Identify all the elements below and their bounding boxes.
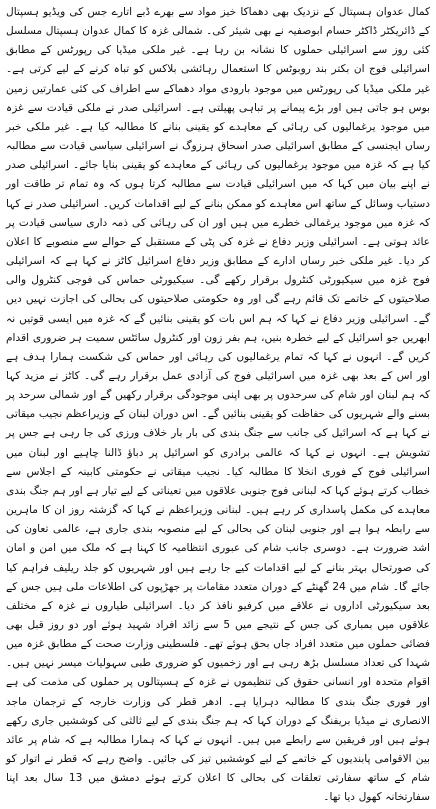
article-body: کمال عدوان ہسپتال کے نزدیک بھی دھماکا خیز مواد سے بھرے ڈبے اتارے جس کی ویڈیو ہسپتال کے ڈائریکٹر ڈاکٹر حسام ابوصفیہ نے بھی شیئر کی۔ شمالی غزہ کا کمال عدوان ہسپتال مسلسل کئی روز سے اسرائیلی حملوں کا نشانہ بن رہا ہے۔ غیر ملکی میڈیا کی رپورٹس کے مطابق اسرائیلی فوج ان بکتر بند روبوٹس کا استعمال رہائشی بلاکس کو تباہ کرنے کے لیے کرتی ہے۔ غیر ملکی میڈیا کی رپورٹس میں موجود بارودی مواد دھماکے سے اطراف کی کئی عمارتیں زمین بوس ہو جاتی ہیں اور بڑے پیمانے پر تباہی پھیلتی ہے۔ اسرائیلی صدر نے ملکی قیادت سے غزہ میں موجود یرغمالیوں کی رہائی کے معاہدے کو یقینی بنانے کا مطالبہ کیا ہے۔ غیر ملکی خبر رساں ایجنسی کے مطابق اسرائیلی صدر اسحاق ہرزوگ نے اسرائیلی سیاسی قیادت سے مطالبہ کیا ہے کہ غزہ میں موجود یرغمالیوں کی رہائی کے معاہدے کو یقینی بنایا جائے۔ اسرائیلی صدر نے اپنے بیان میں کہا کہ میں اسرائیلی قیادت سے مطالبہ کرتا ہوں کہ وہ تمام تر طاقت اور دستیاب وسائل کے ساتھ اس معاہدے کو ممکن بنانے کے لیے اقدامات کریں۔ اسرائیلی صدر نے کہا کہ غزہ میں موجود یرغمالی خطرے میں ہیں اور ان کی رہائی کی ذمہ داری سیاسی قیادت پر عائد ہوتی ہے۔ اسرائیلی وزیر دفاع نے غزہ کی پٹی کے مستقبل کے حوالے سے منصوبے کا اعلان کر دیا۔ غیر ملکی خبر رساں ادارے کے مطابق وزیر دفاع اسرائیل کاٹز نے کہا ہے کہ اسرائیلی فوج غزہ میں سیکیورٹی کنٹرول برقرار رکھے گی۔ سیکیورٹی حماس کی فوجی کنٹرول والی صلاحیتوں کے خاتمے تک قائم رہے گی اور وہ حکومتی صلاحیتوں کی بحالی کی اجازت نہیں دیں گے۔ اسرائیلی وزیر دفاع نے کہا کہ ہم اس بات کو یقینی بنائیں گے کہ غزہ میں ایسی قوتیں نہ ابھریں جو اسرائیل کے لیے خطرہ بنیں، ہم بفر زون اور کنٹرول سائٹس سمیت ہر ضروری اقدام کریں گے۔ انہوں نے کہا کہ تمام یرغمالیوں کی رہائی اور حماس کی شکست ہمارا ہدف ہے اور اس کے بعد بھی غزہ میں اسرائیلی فوج کی آزادی عمل برقرار رہے گی۔ کاٹز نے مزید کہا کہ ہم لبنان اور شام کی سرحدوں پر بھی اپنی موجودگی برقرار رکھیں گے اور شمالی سرحد پر بسنے والے شہریوں کی حفاظت کو یقینی بنائیں گے۔ اس دوران لبنان کے وزیراعظم نجیب میقاتی نے کہا ہے کہ اسرائیل کی جانب سے جنگ بندی کی بار بار خلاف ورزی کی جا رہی ہے جس پر تشویش ہے۔ انہوں نے کہا کہ عالمی برادری کو اسرائیل پر دباؤ ڈالنا چاہیے اور لبنان میں اسرائیلی فوج کے فوری انخلا کا مطالبہ کیا۔ نجیب میقاتی نے حکومتی کابینہ کے اجلاس سے خطاب کرتے ہوئے کہا کہ لبنانی فوج جنوبی علاقوں میں تعیناتی کے لیے تیار ہے اور ہم جنگ بندی معاہدے کی مکمل پاسداری کر رہے ہیں۔ لبنانی وزیراعظم نے کہا کہ گزشتہ روز ان کا ماہرین سے رابطہ ہوا ہے اور جنوبی لبنان کی بحالی کے لیے منصوبہ بندی جاری ہے، عالمی تعاون کی اشد ضرورت ہے۔ دوسری جانب شام کی عبوری انتظامیہ کا کہنا ہے کہ ملک میں امن و امان کی صورتحال بہتر بنانے کے لیے اقدامات کیے جا رہے ہیں اور شہریوں کو جلد ریلیف فراہم کیا جائے گا۔ شام میں 24 گھنٹے کے دوران متعدد مقامات پر جھڑپوں کی اطلاعات ملی ہیں جس کے بعد سیکیورٹی اداروں نے علاقے میں کرفیو نافذ کر دیا۔ اسرائیلی طیاروں نے غزہ کے مختلف علاقوں میں بمباری کی جس کے نتیجے میں 5 سے زائد افراد شہید ہوئے اور دو روز قبل بھی فضائی حملوں میں متعدد افراد جاں بحق ہوئے تھے۔ فلسطینی وزارت صحت کے مطابق غزہ میں شہدا کی تعداد مسلسل بڑھ رہی ہے اور زخمیوں کو ضروری طبی سہولیات میسر نہیں ہیں۔ اقوام متحدہ اور انسانی حقوق کی تنظیموں نے غزہ کے ہسپتالوں پر حملوں کی مذمت کی ہے اور فوری جنگ بندی کا مطالبہ دہرایا ہے۔ ادھر قطر کی وزارت خارجہ کے ترجمان ماجد الانصاری نے میڈیا بریفنگ کے دوران کہا کہ ہم جنگ بندی کے لیے ثالثی کی کوششیں جاری رکھے ہوئے ہیں اور فریقین سے رابطے میں ہیں۔ انہوں نے کہا کہ ہمارا مطالبہ ہے کہ شام پر عائد بین الاقوامی پابندیوں کے خاتمے کے لیے کوششیں تیز کی جائیں۔ واضح رہے کہ قطر نے اتوار کو شام کے ساتھ سفارتی تعلقات کی بحالی کا اعلان کرتے ہوئے دمشق میں 13 سال بعد اپنا سفارتخانہ کھول دیا تھا۔ <box>6 6 431 804</box>
